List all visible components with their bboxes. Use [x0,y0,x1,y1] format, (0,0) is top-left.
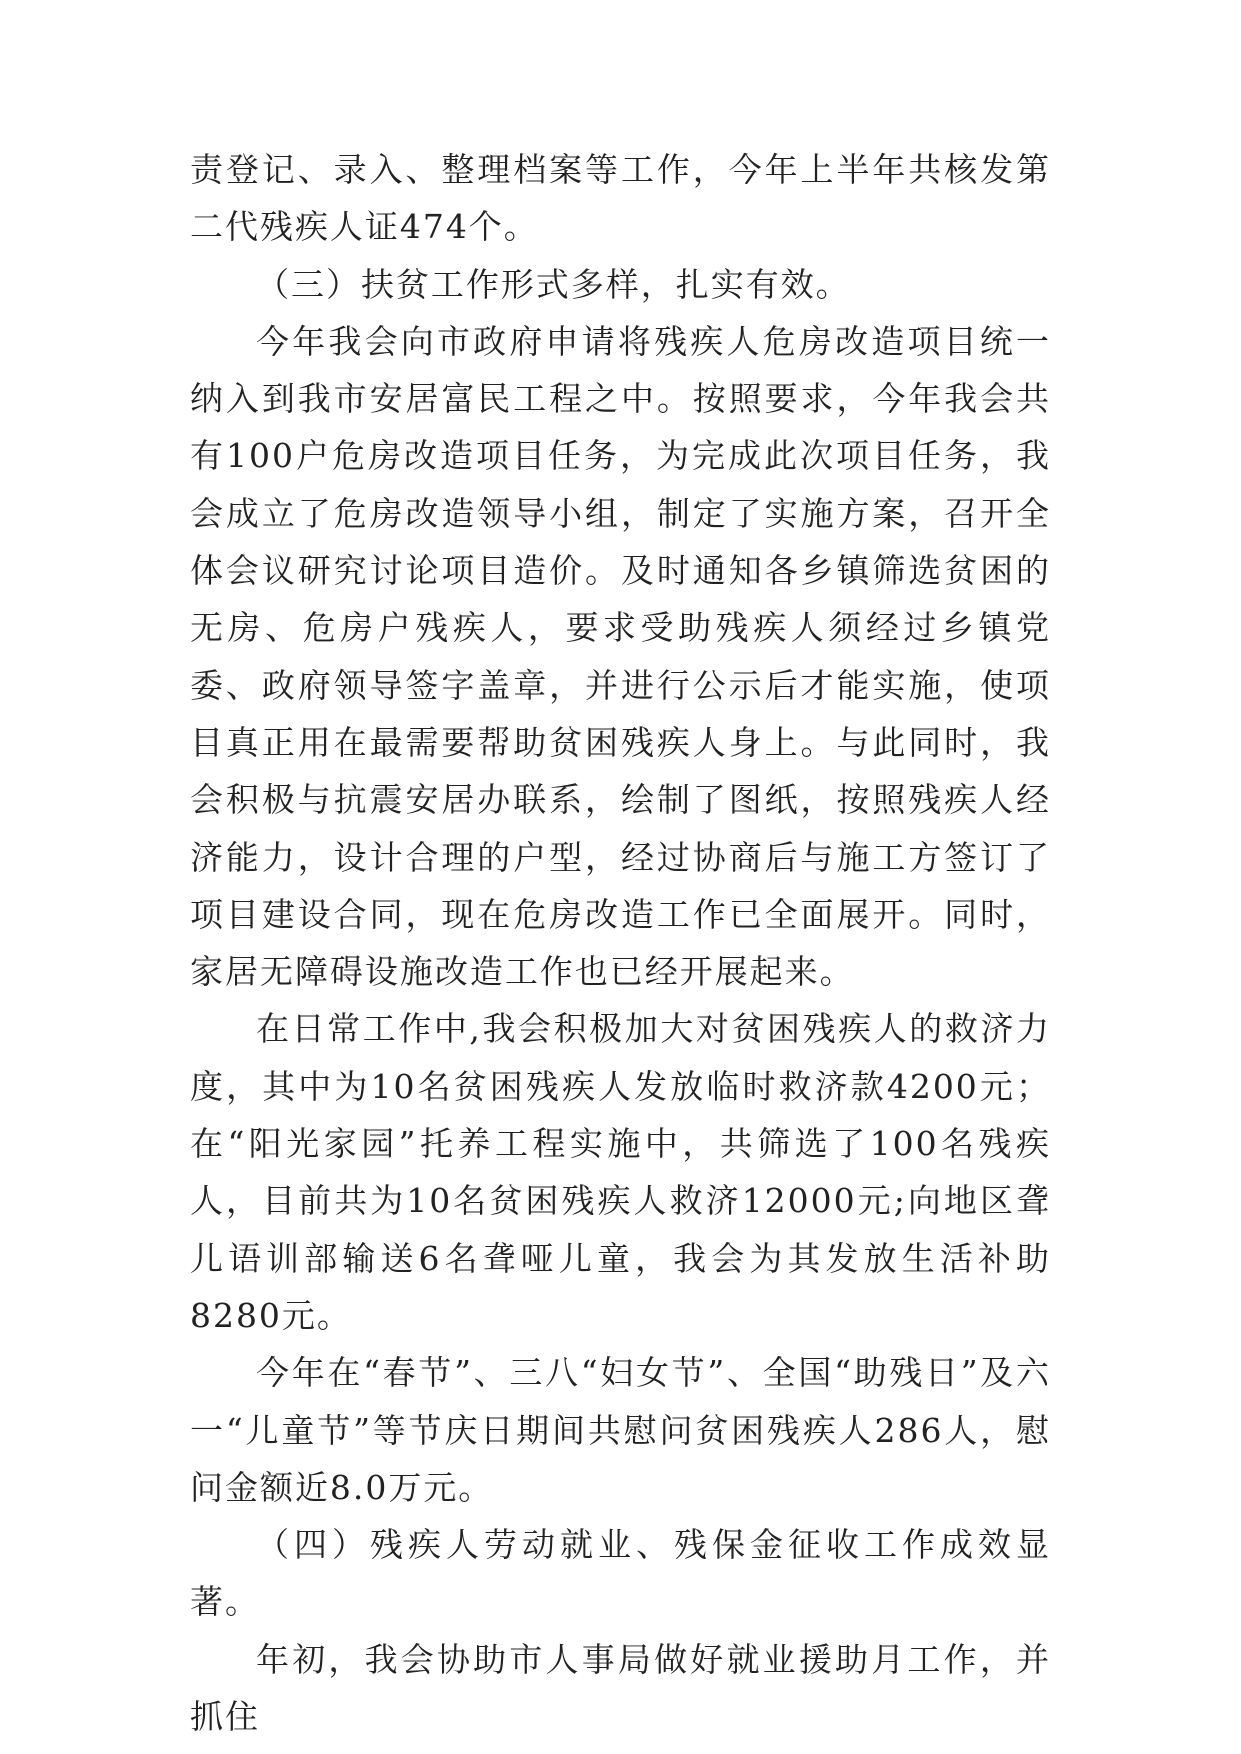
paragraph-holiday-visits: 今年在“春节”、三八“妇女节”、全国“助残日”及六一“儿童节”等节庆日期间共慰问贫困残疾人286人，慰问金额近8.0万元。 [190,1353,1051,1507]
section-heading-four: （四）残疾人劳动就业、残保金征收工作成效显著。 [190,1525,1051,1622]
paragraph-daily-relief: 在日常工作中,我会积极加大对贫困残疾人的救济力度，其中为10名贫困残疾人发放临时救济款4200元；在“阳光家园”托养工程实施中，共筛选了100名残疾人，目前共为10名贫困残疾人救济12000元;向地区聋儿语训部输送6名聋哑儿童，我会为其发放生活补助8280元。 [190,1009,1051,1335]
paragraph-continuation: 责登记、录入、整理档案等工作，今年上半年共核发第二代残疾人证474个。 [190,150,1051,247]
document-body [190,141,1051,1745]
paragraph-housing-renovation: 今年我会向市政府申请将残疾人危房改造项目统一纳入到我市安居富民工程之中。按照要求，今年我会共有100户危房改造项目任务，为完成此次项目任务，我会成立了危房改造领导小组，制定了实施方案，召开全体会议研究讨论项目造价。及时通知各乡镇筛选贫困的无房、危房户残疾人，要求受助残疾人须经过乡镇党委、政府领导签字盖章，并进行公示后才能实施，使项目真正用在最需要帮助贫困残疾人身上。与此同时，我会积极与抗震安居办联系，绘制了图纸，按照残疾人经济能力，设计合理的户型，经过协商后与施工方签订了项目建设合同，现在危房改造工作已全面展开。同时，家居无障碍设施改造工作也已经开展起来。 [190,321,1051,992]
paragraph-employment: 年初，我会协助市人事局做好就业援助月工作，并抓住 [190,1639,1051,1737]
section-heading-three: （三）扶贫工作形式多样，扎实有效。 [256,264,851,304]
